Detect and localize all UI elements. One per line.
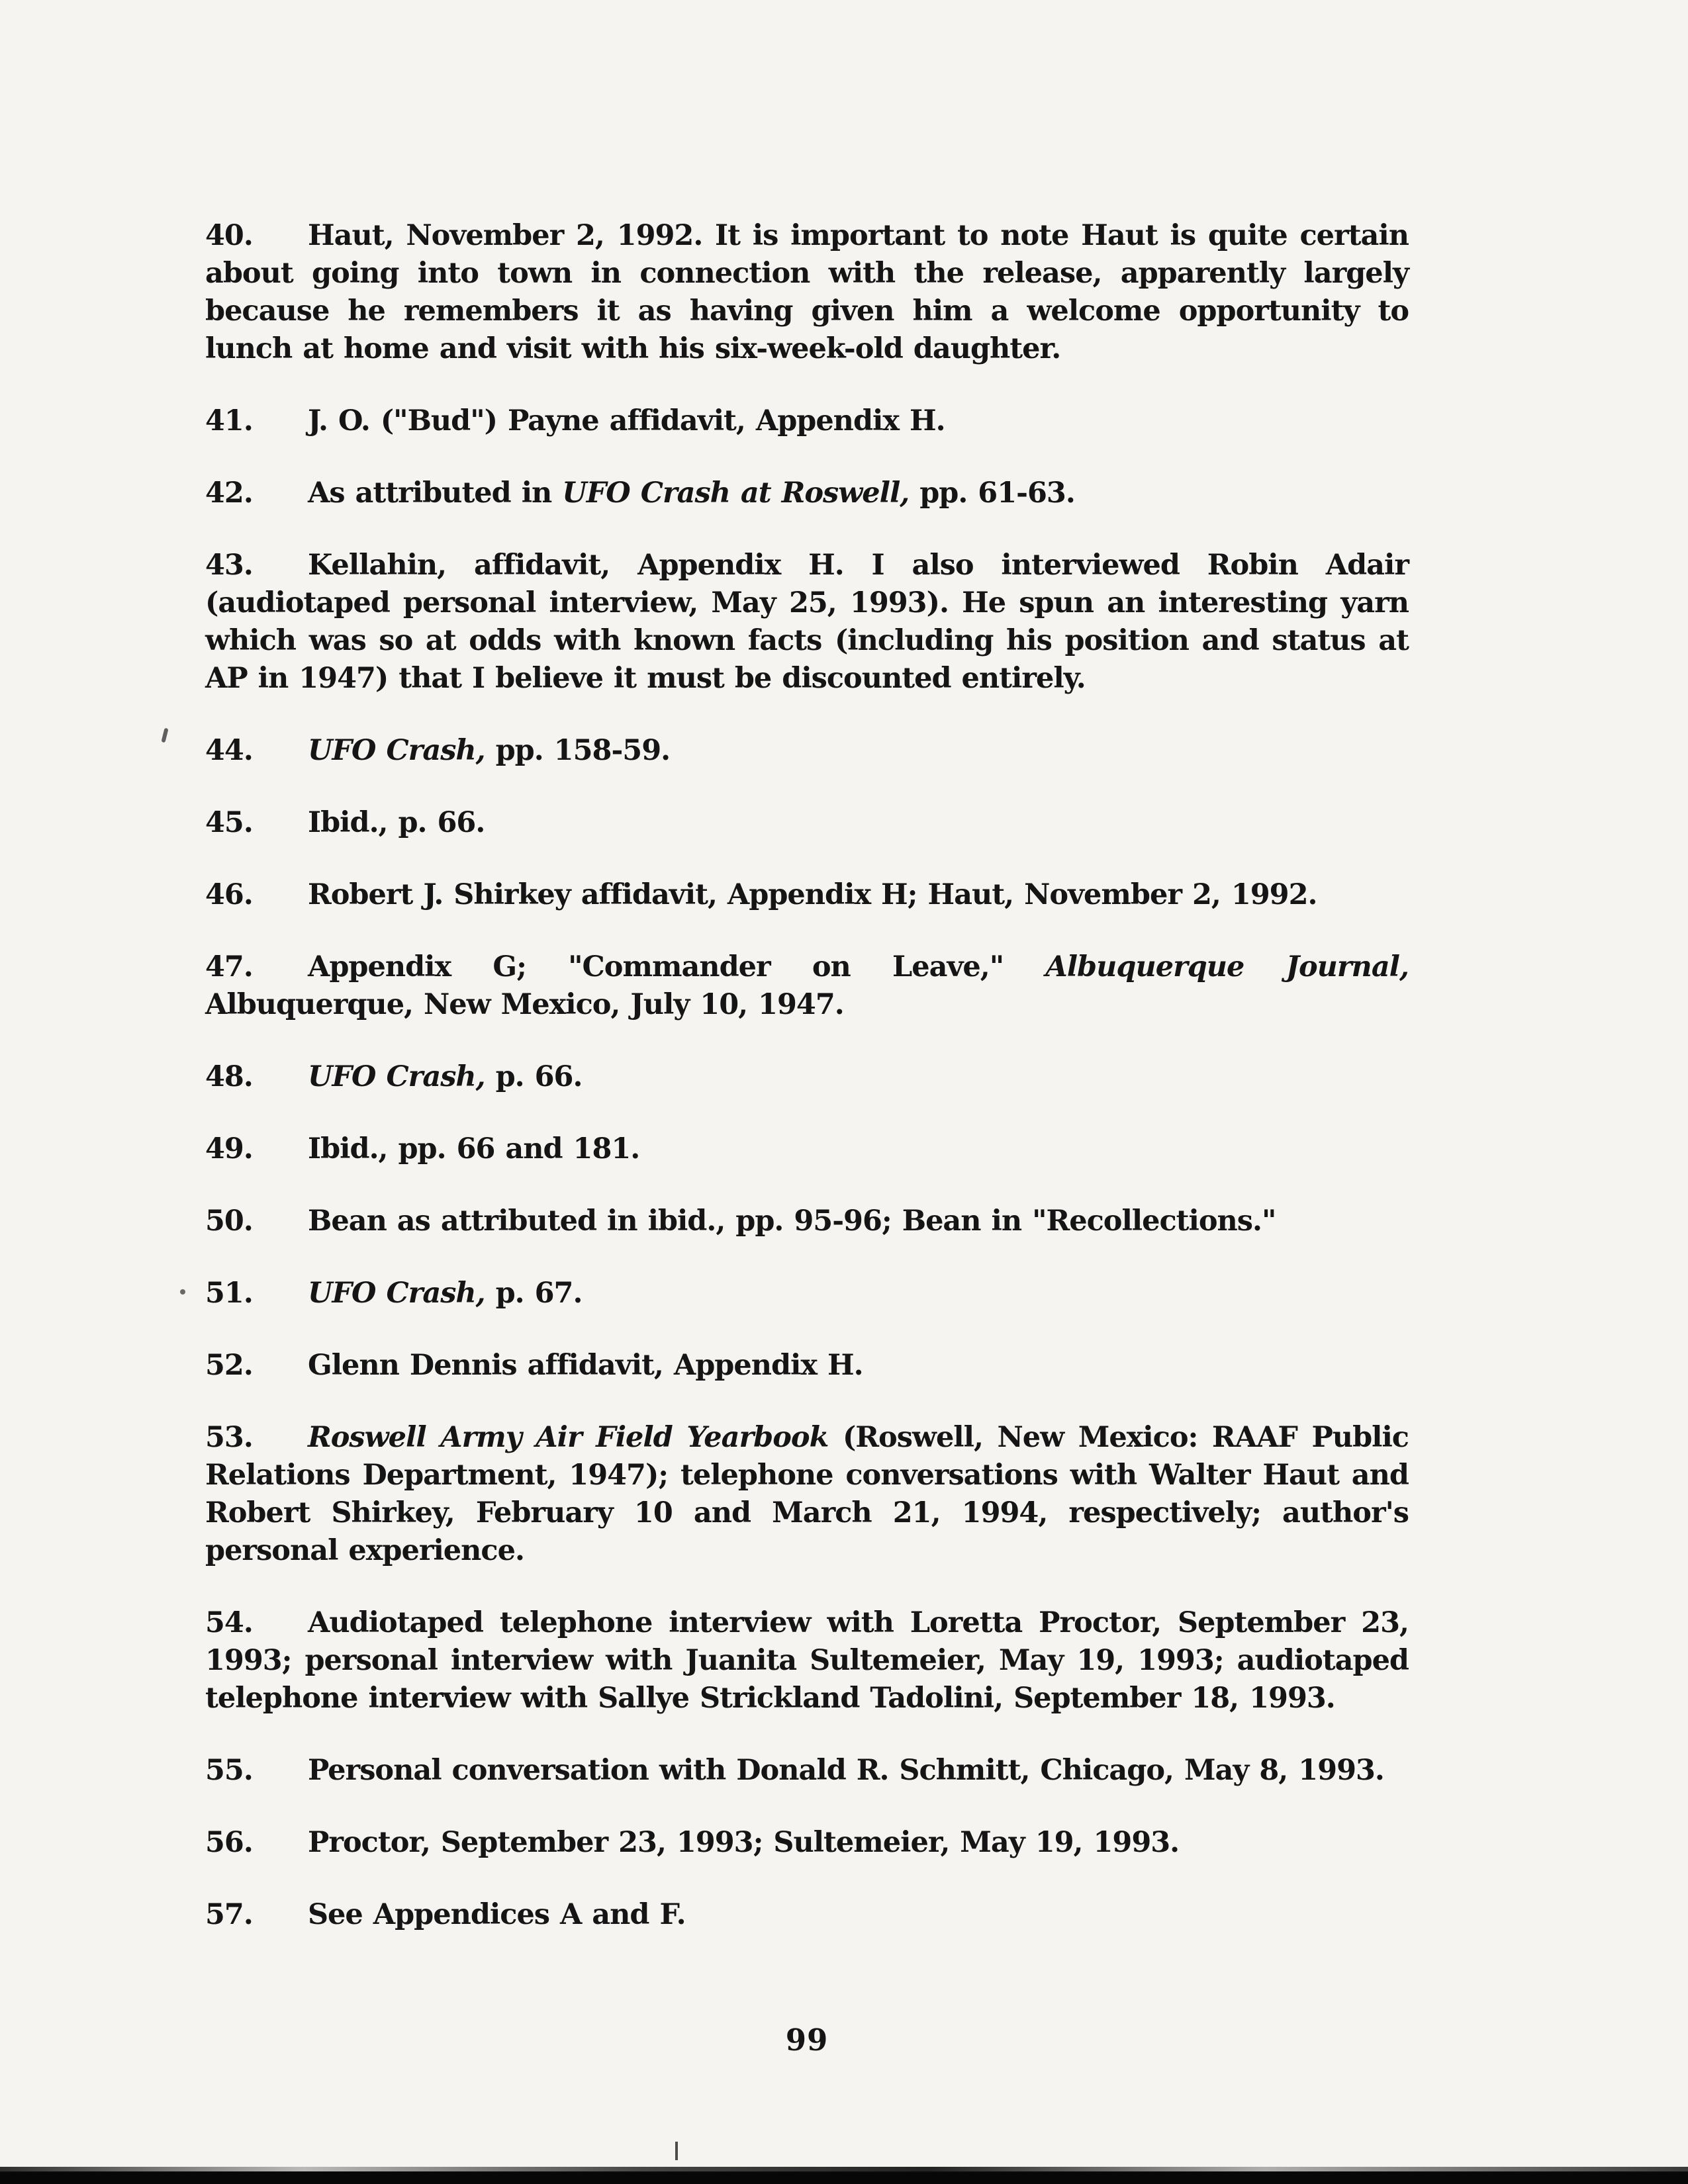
endnote [205,1752,1409,1790]
endnote-text [205,1421,1409,1567]
endnote [205,732,1409,770]
endnote-text [308,1132,639,1165]
endnote-text [308,1277,582,1310]
italic-title-text: Roswell Army Air Field Yearbook [308,1421,829,1454]
endnote-text [205,1606,1409,1715]
endnote-text [308,734,670,767]
endnote-text [308,1060,582,1093]
endnote [205,1275,1409,1312]
endnote-number: 47. [205,950,253,983]
note-text-segment: Audiotaped telephone interview with Loretta Proctor, September 23, 1993; personal interview with Juanita Sultemeier, May 19, 1993; audiotaped telephone interview with Sallye Strickland Tadolini, September 18, 1993. [205,1606,1409,1715]
endnote [205,1058,1409,1096]
endnote-text [308,1349,863,1382]
endnote-number: 54. [205,1606,253,1639]
note-text-segment: As attributed in [308,477,563,510]
italic-title-text: Albuquerque Journal, [1045,950,1409,983]
endnote [205,547,1409,698]
note-text-segment: Ibid., p. 66. [308,806,485,839]
note-text-segment: pp. 61-63. [909,477,1075,510]
endnote [205,948,1409,1024]
endnote-text [308,1754,1384,1787]
endnote [205,402,1409,440]
note-text-segment: Ibid., pp. 66 and 181. [308,1132,640,1165]
note-text-segment: p. 66. [485,1060,583,1093]
endnote-number: 43. [205,549,253,582]
endnote-text [308,404,945,437]
endnote-text [308,806,485,839]
italic-title-text: UFO Crash, [308,734,485,767]
endnote [205,1604,1409,1717]
note-text-segment: J. O. ("Bud") Payne affidavit, Appendix H. [308,404,945,437]
endnote [205,1896,1409,1934]
endnote [205,876,1409,914]
endnote-text [308,1826,1179,1859]
note-text-segment: Kellahin, affidavit, Appendix H. I also interviewed Robin Adair (audiotaped personal interview, May 25, 1993). He spun an interesting yarn which was so at odds with known facts (including his position and status at AP in 1947) that I believe it must be discounted entirely. [205,549,1409,695]
endnote-text [308,1898,686,1931]
note-text-segment: Robert J. Shirkey affidavit, Appendix H; Haut, November 2, 1992. [308,878,1317,911]
endnote-text [308,1205,1276,1238]
endnote [205,1824,1409,1862]
note-text-segment: p. 67. [485,1277,583,1310]
endnote-text [205,549,1409,695]
endnote-text [308,477,1075,510]
italic-title-text: UFO Crash at Roswell, [562,477,910,510]
note-text-segment: pp. 158-59. [485,734,671,767]
endnotes-list [205,217,1409,1968]
scan-artifact-tick [675,2142,678,2160]
endnote-number: 45. [205,806,253,839]
endnote-number: 55. [205,1754,253,1787]
endnote [205,475,1409,512]
note-text-segment: Appendix G; "Commander on Leave," [308,950,1046,983]
note-text-segment: Haut, November 2, 1992. It is important to note Haut is quite certain about going into town in connection with the release, apparently largely because he remembers it as having given him a welcome opportunity to lunch at home and visit with his six-week-old daughter. [205,219,1409,365]
scan-edge-bar [0,2171,1688,2184]
endnote-number: 42. [205,477,253,510]
endnote-number: 44. [205,734,253,767]
endnote-number: 50. [205,1205,253,1238]
note-text-segment: Proctor, September 23, 1993; Sultemeier, May 19, 1993. [308,1826,1180,1859]
endnote-number: 46. [205,878,253,911]
endnote-number: 41. [205,404,253,437]
endnote-number: 40. [205,219,253,252]
endnote-number: 51. [205,1277,253,1310]
endnote-text [205,950,1409,1021]
endnote [205,1203,1409,1240]
note-text-segment: Bean as attributed in ibid., pp. 95-96; Bean in "Recollections." [308,1205,1276,1238]
endnote-number: 56. [205,1826,253,1859]
note-text-segment: Glenn Dennis affidavit, Appendix H. [308,1349,863,1382]
note-text-segment: Personal conversation with Donald R. Schmitt, Chicago, May 8, 1993. [308,1754,1384,1787]
endnote [205,804,1409,842]
note-text-segment: See Appendices A and F. [308,1898,686,1931]
scan-artifact-mark [161,728,168,743]
endnote-text [205,219,1409,365]
endnote [205,1419,1409,1570]
note-text-segment: Albuquerque, New Mexico, July 10, 1947. [205,988,844,1021]
endnote [205,217,1409,368]
endnote-number: 57. [205,1898,253,1931]
italic-title-text: UFO Crash, [308,1060,485,1093]
page-number: 99 [785,2023,829,2058]
italic-title-text: UFO Crash, [308,1277,485,1310]
endnote-text [308,878,1317,911]
note-text-segment: (Roswell, New Mexico: RAAF Public Relations Department, 1947); telephone conversations with Walter Haut and Robert Shirkey, February 10 and March 21, 1994, respectively; author's personal experience. [205,1421,1409,1567]
endnote-number: 48. [205,1060,253,1093]
endnote [205,1130,1409,1168]
scan-artifact-dot [180,1289,185,1295]
endnote [205,1347,1409,1385]
endnote-number: 49. [205,1132,253,1165]
endnote-number: 53. [205,1421,253,1454]
endnote-number: 52. [205,1349,253,1382]
